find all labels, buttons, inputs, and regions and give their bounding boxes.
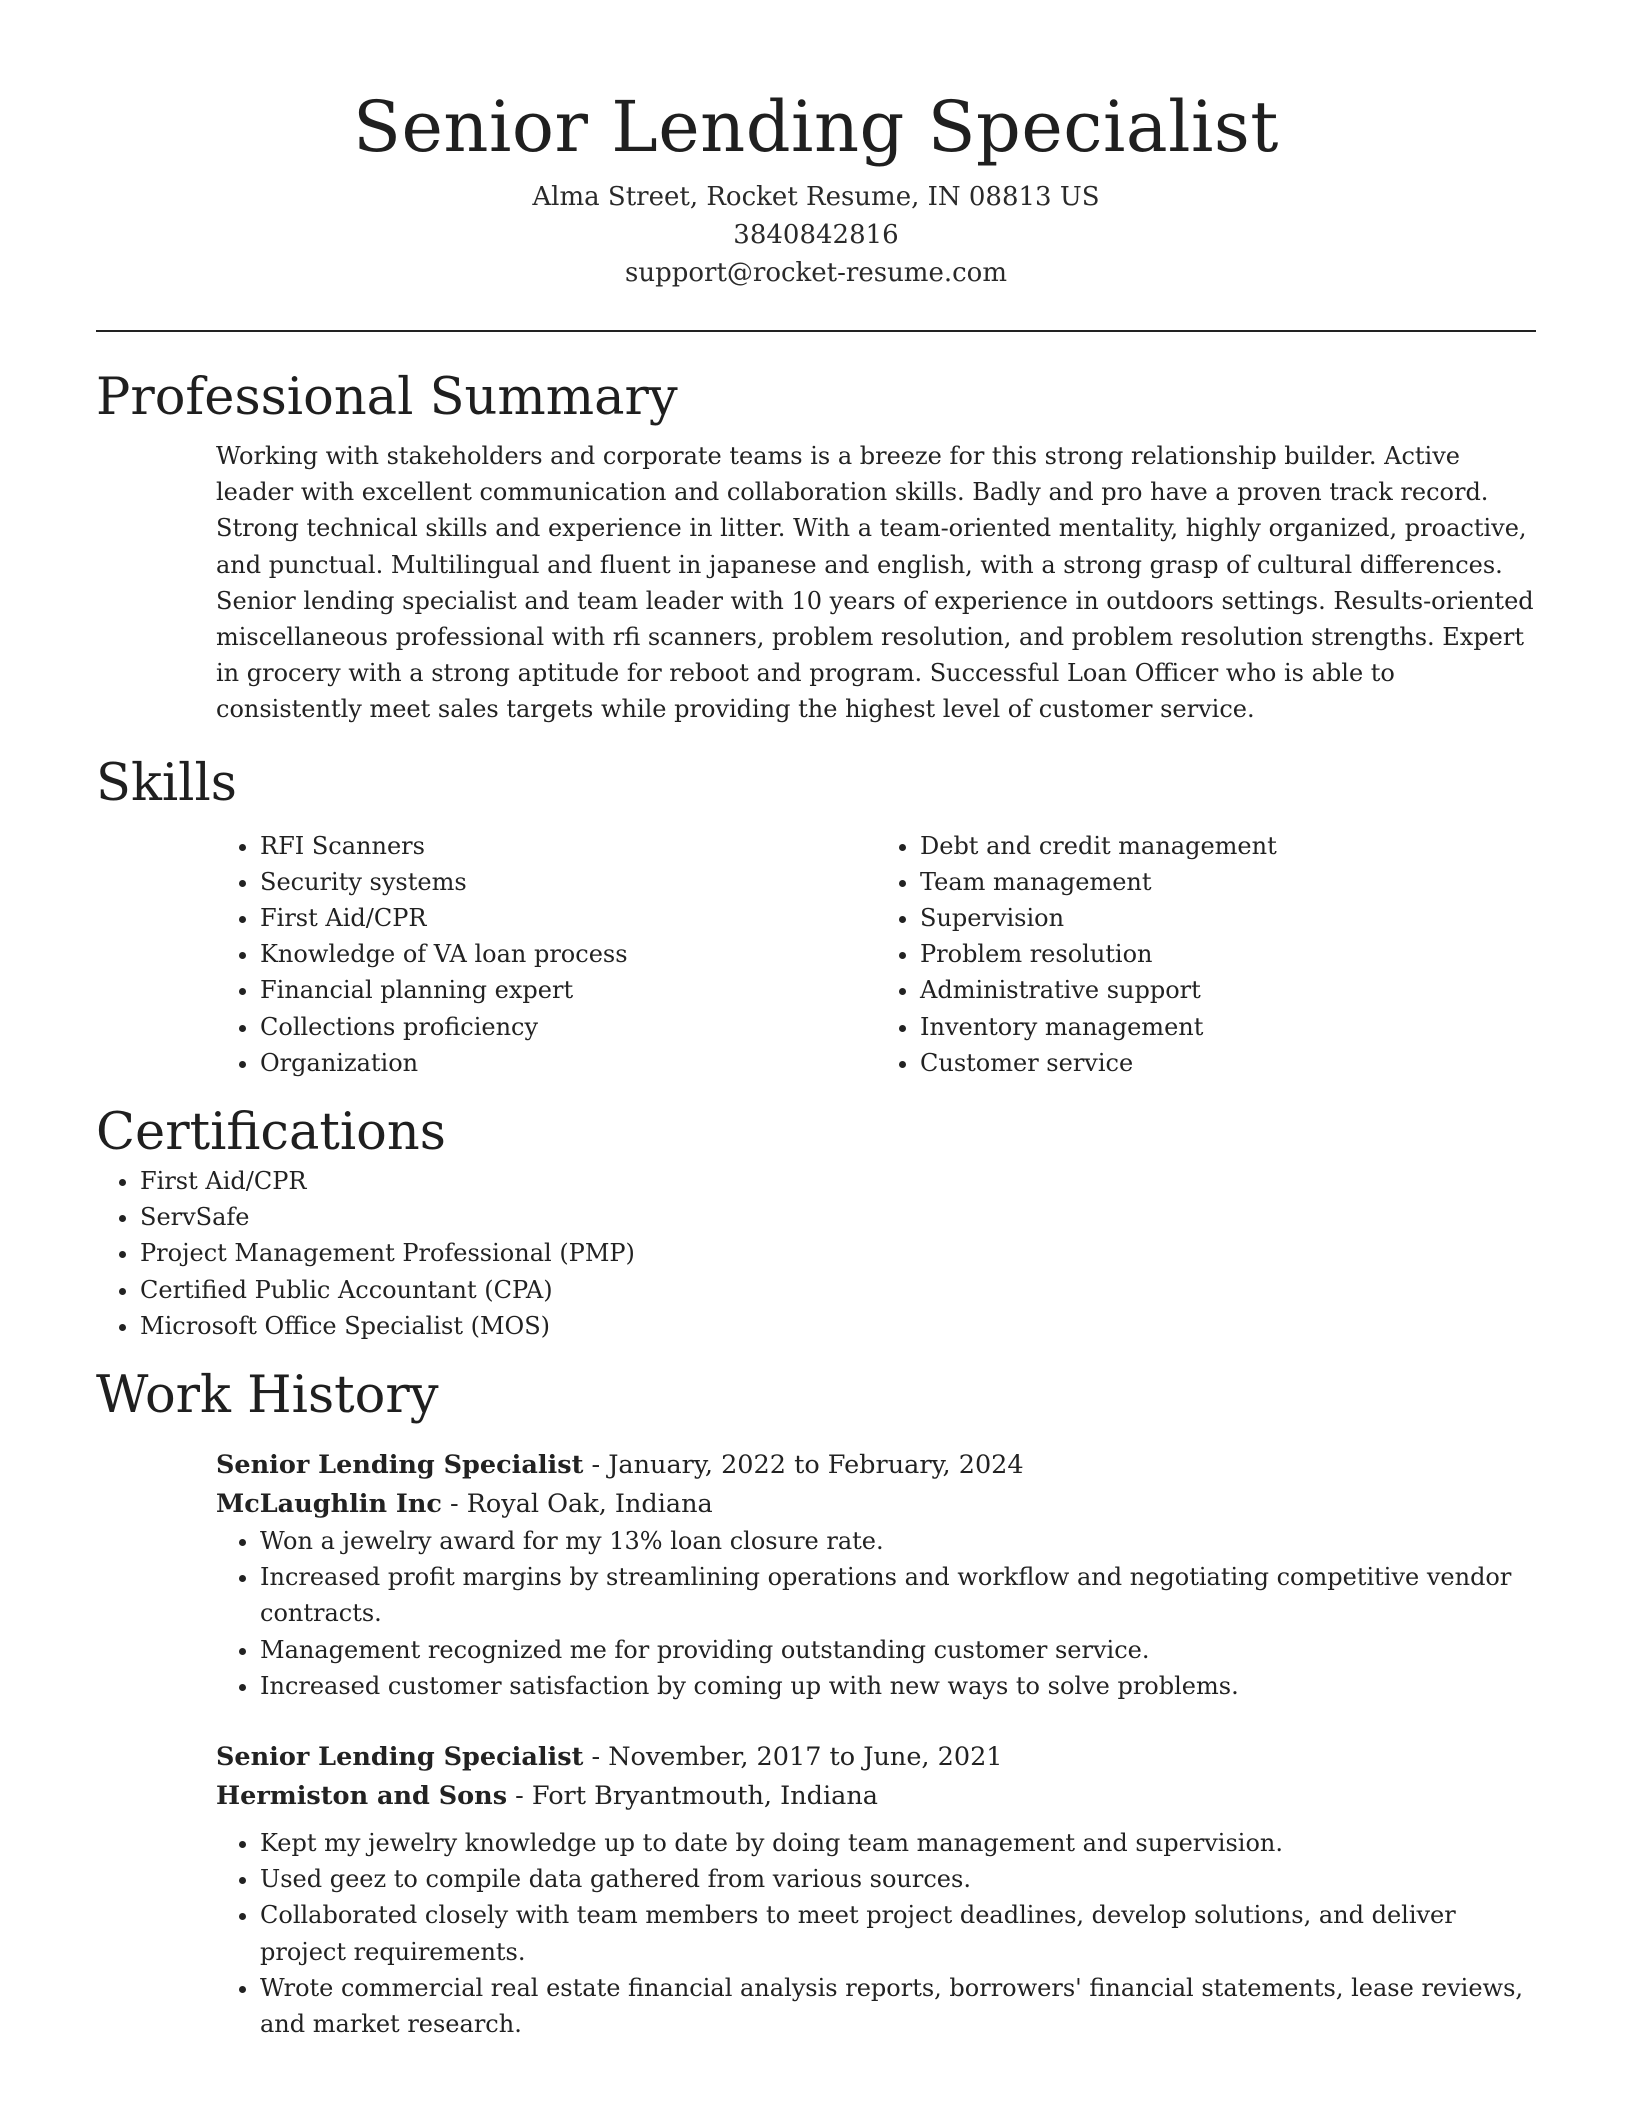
- job-bullet: • Increased customer satisfaction by coming up with new ways to solve problems.: [260, 1668, 1536, 1704]
- job-bullet: • Won a jewelry award for my 13% loan closure rate.: [260, 1523, 1536, 1559]
- job-bullet: • Collaborated closely with team members to meet project deadlines, develop solutions, and deliver project requirements.: [260, 1897, 1536, 1969]
- certifications-title: Certifications: [96, 1103, 446, 1163]
- skill-item: • Security systems: [260, 864, 876, 900]
- resume-header: [96, 0, 1536, 292]
- job-bullet: • Kept my jewelry knowledge up to date by doing team management and supervision.: [260, 1825, 1536, 1861]
- skill-item: • Debt and credit management: [920, 828, 1536, 864]
- certification-item: • Microsoft Office Specialist (MOS): [140, 1308, 1536, 1344]
- job-location: Fort Bryantmouth, Indiana: [531, 1780, 878, 1811]
- skill-item: • Team management: [920, 864, 1536, 900]
- job-entry: [216, 1446, 1536, 1704]
- job-responsibilities: [216, 1523, 1536, 1704]
- job-entry: [216, 1738, 1536, 2042]
- header-divider: [96, 330, 1536, 332]
- skill-item: • Problem resolution: [920, 936, 1536, 972]
- job-bullet: • Management recognized me for providing outstanding customer service.: [260, 1632, 1536, 1668]
- job-bullet: • Increased profit margins by streamlining operations and workflow and negotiating competitive vendor contracts.: [260, 1559, 1536, 1631]
- job-company-line: Hermiston and Sons - Fort Bryantmouth, Indiana: [216, 1780, 878, 1811]
- skill-item: • Administrative support: [920, 972, 1536, 1008]
- resume-name: Senior Lending Specialist: [353, 86, 1279, 168]
- skills-columns: [216, 828, 1536, 1081]
- job-company: McLaughlin Inc: [216, 1488, 442, 1519]
- skill-item: • Collections proficiency: [260, 1009, 876, 1045]
- certifications-list: [96, 1163, 1536, 1344]
- work-history-section: [96, 1366, 1536, 2042]
- contact-address: Alma Street, Rocket Resume, IN 08813 US: [532, 182, 1100, 212]
- certification-item: • Certified Public Accountant (CPA): [140, 1272, 1536, 1308]
- certification-item: • ServSafe: [140, 1199, 1536, 1235]
- work-history-title: Work History: [96, 1366, 439, 1426]
- job-title-line: Senior Lending Specialist - November, 2017 to June, 2021: [216, 1742, 1003, 1773]
- skill-item: • Inventory management: [920, 1009, 1536, 1045]
- skills-list-left: [216, 828, 876, 1081]
- job-title-line: Senior Lending Specialist - January, 2022 to February, 2024: [216, 1450, 1024, 1481]
- summary-section: [96, 368, 1536, 728]
- job-dates: January, 2022 to February, 2024: [608, 1450, 1024, 1481]
- skill-item: • Financial planning expert: [260, 972, 876, 1008]
- skills-section: [96, 754, 1536, 1081]
- skill-item: • Supervision: [920, 900, 1536, 936]
- job-role: Senior Lending Specialist: [216, 1742, 584, 1773]
- certification-item: • First Aid/CPR: [140, 1163, 1536, 1199]
- job-company-line: McLaughlin Inc - Royal Oak, Indiana: [216, 1488, 713, 1519]
- contact-email: support@rocket-resume.com: [624, 258, 1007, 288]
- contact-phone: 3840842816: [733, 220, 899, 250]
- job-location: Royal Oak, Indiana: [466, 1488, 713, 1519]
- summary-text: Working with stakeholders and corporate teams is a breeze for this strong relationship builder. Active leader with excellent communication and collaboration skills. Badly and pro have a proven track record. Strong technical skills and experience in litter. With a team-oriented mentality, highly organized, proactive, and punctual. Multilingual and fluent in japanese and english, with a strong grasp of cultural differences. Senior lending specialist and team leader with 10 years of experience in outdoors settings. Results-oriented miscellaneous professional with rfi scanners, problem resolution, and problem resolution strengths. Expert in grocery with a strong aptitude for reboot and program. Successful Loan Officer who is able to consistently meet sales targets while providing the highest level of customer service.: [216, 442, 1534, 724]
- certification-item: • Project Management Professional (PMP): [140, 1235, 1536, 1271]
- skill-item: • Customer service: [920, 1045, 1536, 1081]
- job-responsibilities: [216, 1825, 1536, 2042]
- job-company: Hermiston and Sons: [216, 1780, 508, 1811]
- skill-item: • Knowledge of VA loan process: [260, 936, 876, 972]
- contact-info: [96, 178, 1536, 292]
- job-role: Senior Lending Specialist: [216, 1450, 584, 1481]
- certifications-section: [96, 1103, 1536, 1344]
- job-dates: November, 2017 to June, 2021: [608, 1742, 1003, 1773]
- job-bullet: • Used geez to compile data gathered from various sources.: [260, 1861, 1536, 1897]
- skill-item: • RFI Scanners: [260, 828, 876, 864]
- skill-item: • First Aid/CPR: [260, 900, 876, 936]
- skills-title: Skills: [96, 753, 237, 813]
- summary-title: Professional Summary: [96, 368, 678, 427]
- job-bullet: • Wrote commercial real estate financial analysis reports, borrowers' financial statements, lease reviews, and market research.: [260, 1970, 1536, 2042]
- skill-item: • Organization: [260, 1045, 876, 1081]
- skills-list-right: [876, 828, 1536, 1081]
